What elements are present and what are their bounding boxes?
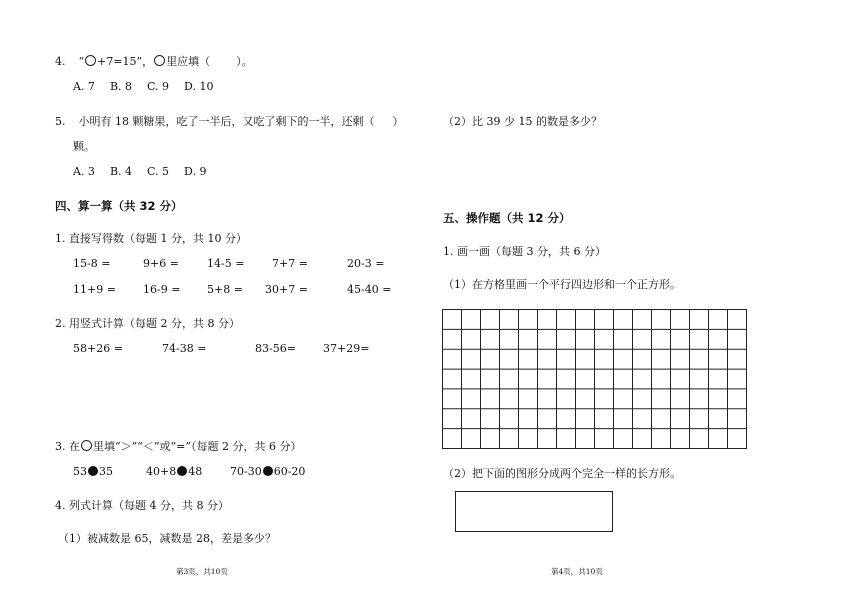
option-b: B. 4 — [109, 165, 133, 178]
question-5-text: 小明有 18 颗糖果，吃了一半后，又吃了剩下的一半，还剩（ — [78, 115, 375, 128]
question-5: 5. 小明有 18 颗糖果，吃了一半后，又吃了剩下的一半，还剩（ ） — [55, 115, 404, 128]
s4-q1-row2-d: 30+7 = — [265, 283, 308, 296]
compare-circle-icon[interactable] — [88, 466, 98, 476]
s5-q1-title: 1. 画一画（每题 3 分，共 6 分） — [443, 245, 606, 258]
s4-q4-title: 4. 列式计算（每题 4 分，共 8 分） — [55, 499, 229, 512]
s4-q1-row2-e: 45-40 = — [347, 283, 392, 296]
s4-q2-item-2: 74-38 = — [162, 342, 207, 355]
s4-q1-row1-c: 14-5 = — [207, 257, 245, 270]
s4-q4-sub2: （2）比 39 少 15 的数是多少？ — [443, 115, 602, 128]
s4-q3-item-3: 70-30 60-20 — [230, 465, 306, 478]
option-c: C. 5 — [147, 165, 170, 178]
s4-q3-item-1: 53 35 — [73, 465, 113, 478]
circle-placeholder-icon — [81, 440, 92, 451]
s4-q1-title: 1. 直接写得数（每题 1 分，共 10 分） — [55, 232, 247, 245]
s4-q2-item-3: 83-56= — [255, 342, 296, 355]
question-4-number: 4. — [55, 55, 66, 68]
question-5-continuation: 颗。 — [73, 140, 95, 153]
section-4-title: 四、算一算（共 32 分） — [55, 199, 183, 213]
compare-circle-icon[interactable] — [177, 466, 187, 476]
question-4: 4. “ +7=15”， 里应填（ ）。 — [55, 55, 253, 68]
s4-q1-row2-c: 5+8 = — [207, 283, 243, 296]
circle-placeholder-icon — [154, 55, 165, 66]
s4-q1-row1-d: 7+7 = — [272, 257, 308, 270]
question-5-number: 5. — [55, 115, 66, 128]
drawing-grid[interactable] — [442, 309, 747, 449]
question-5-options — [73, 165, 206, 178]
grid-svg — [442, 309, 747, 449]
compare-circle-icon[interactable] — [263, 466, 273, 476]
s5-q1-sub1: （1）在方格里画一个平行四边形和一个正方形。 — [443, 278, 681, 291]
s4-q2-item-1: 58+26 = — [73, 342, 123, 355]
s4-q1-row2-b: 16-9 = — [143, 283, 181, 296]
s4-q2-title: 2. 用竖式计算（每题 2 分，共 8 分） — [55, 317, 240, 330]
s4-q2-item-4: 37+29= — [323, 342, 370, 355]
s4-q4-sub1: （1）被减数是 65，减数是 28，差是多少？ — [58, 532, 276, 545]
s5-q1-sub2: （2）把下面的图形分成两个完全一样的长方形。 — [443, 467, 681, 480]
s4-q3-item-2: 40+8 48 — [146, 465, 203, 478]
circle-placeholder-icon — [85, 55, 96, 66]
page-footer-left: 第3页，共10页 — [176, 567, 228, 576]
s4-q1-row1-e: 20-3 = — [347, 257, 385, 270]
s4-q3-title: 3. 在 里填“＞”“＜”或“=”（每题 2 分，共 6 分） — [55, 440, 302, 453]
option-b: B. 8 — [109, 80, 133, 93]
s4-q1-row1-a: 15-8 = — [73, 257, 111, 270]
s4-q1-row1-b: 9+6 = — [143, 257, 179, 270]
question-4-options — [73, 80, 213, 93]
option-d: D. 9 — [184, 165, 207, 178]
option-a: A. 7 — [73, 80, 95, 93]
option-c: C. 9 — [147, 80, 170, 93]
section-5-title: 五、操作题（共 12 分） — [443, 211, 571, 225]
s4-q1-row2-a: 11+9 = — [73, 283, 116, 296]
page-footer-right: 第4页，共10页 — [551, 567, 603, 576]
option-a: A. 3 — [73, 165, 95, 178]
rectangle-figure[interactable] — [455, 491, 613, 532]
option-d: D. 10 — [184, 80, 214, 93]
